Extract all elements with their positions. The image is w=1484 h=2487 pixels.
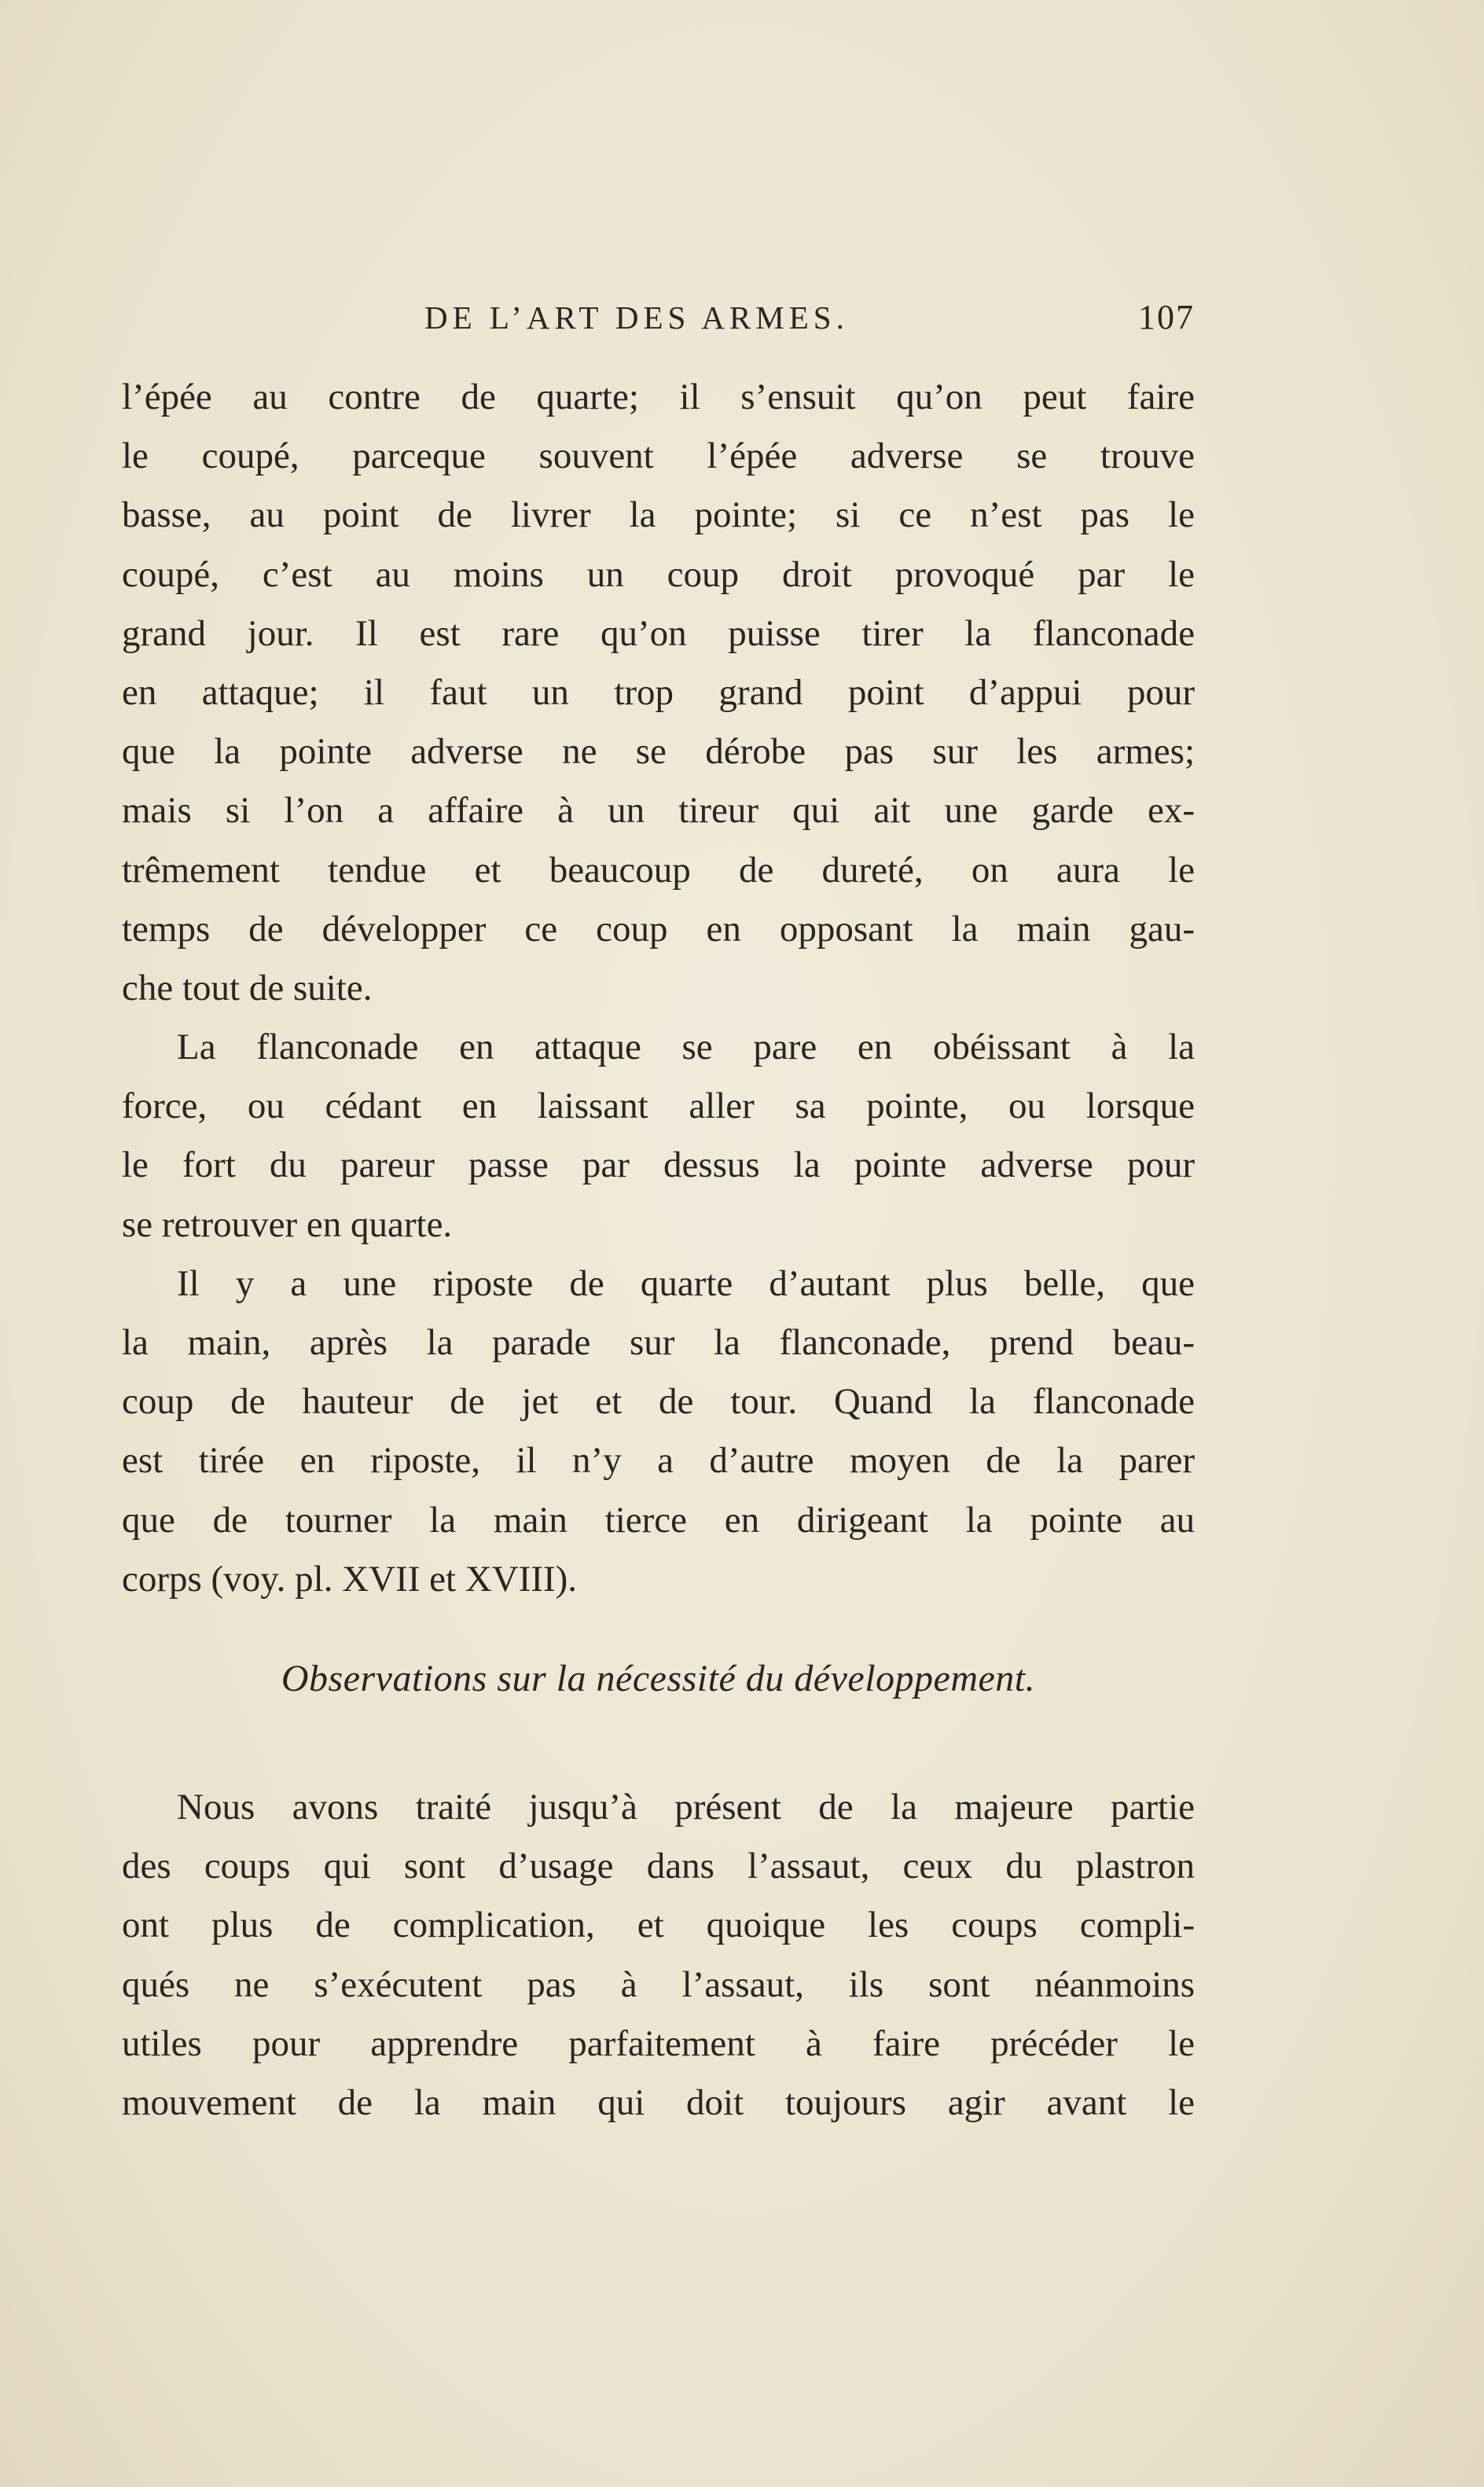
text-line: des coups qui sont d’usage dans l’assaut, ceux du plastron: [122, 1846, 1195, 1887]
running-title: DE L’ART DES ARMES.: [424, 299, 849, 336]
text-line: est tirée en riposte, il n’y a d’autre moyen de la parer: [122, 1440, 1195, 1482]
text-line: basse, au point de livrer la pointe; si ce n’est pas le: [122, 494, 1195, 536]
text-line: La flanconade en attaque se pare en obéissant à la: [177, 1027, 1195, 1068]
text-line: coupé, c’est au moins un coup droit provoqué par le: [122, 553, 1195, 595]
text-line: qués ne s’exécutent pas à l’assaut, ils sont néanmoins: [122, 1964, 1195, 2005]
text-line: ont plus de complication, et quoique les coups compli-: [122, 1905, 1195, 1946]
page-number: 107: [1138, 298, 1195, 336]
paragraph: [122, 1778, 1195, 2133]
text-line: force, ou cédant en laissant aller sa pointe, ou lorsque: [122, 1086, 1195, 1127]
text-line: grand jour. Il est rare qu’on puisse tirer la flanconade: [122, 612, 1195, 654]
text-line: l’épée au contre de quarte; il s’ensuit qu’on peut faire: [122, 377, 1195, 417]
text-line: mouvement de la main qui doit toujours agir avant le: [122, 2081, 1195, 2123]
text-line: utiles pour apprendre parfaitement à faire précéder le: [122, 2022, 1195, 2064]
paragraph: [122, 1255, 1195, 1609]
running-head: [424, 299, 1195, 346]
body-text-bottom: [122, 1778, 1195, 2133]
text-line: en attaque; il faut un trop grand point d’appui pour: [122, 671, 1195, 713]
text-line: trêmement tendue et beaucoup de dureté, on aura le: [122, 849, 1195, 891]
text-line: la main, après la parade sur la flanconade, prend beau-: [122, 1322, 1195, 1363]
text-line: corps (voy. pl. XVII et XVIII).: [122, 1558, 578, 1600]
text-line: le coupé, parceque souvent l’épée adverse se trouve: [122, 435, 1195, 477]
section-heading: Observations sur la nécessité du développement.: [281, 1658, 1036, 1699]
text-line: Nous avons traité jusqu’à présent de la majeure partie: [177, 1787, 1195, 1828]
paragraph: [122, 1018, 1195, 1255]
text-line: que de tourner la main tierce en dirigeant la pointe au: [122, 1499, 1195, 1541]
text-line: mais si l’on a affaire à un tireur qui ait une garde ex-: [122, 790, 1195, 832]
paragraph: [122, 368, 1195, 1018]
text-line: coup de hauteur de jet et de tour. Quand la flanconade: [122, 1381, 1195, 1423]
body-text-top: [122, 368, 1195, 1609]
text-line: che tout de suite.: [122, 967, 373, 1008]
text-line: se retrouver en quarte.: [122, 1203, 453, 1245]
text-line: que la pointe adverse ne se dérobe pas sur les armes;: [122, 731, 1195, 773]
text-line: temps de développer ce coup en opposant la main gau-: [122, 908, 1195, 950]
text-line: Il y a une riposte de quarte d’autant plus belle, que: [177, 1262, 1195, 1304]
text-line: le fort du pareur passe par dessus la pointe adverse pour: [122, 1144, 1195, 1186]
